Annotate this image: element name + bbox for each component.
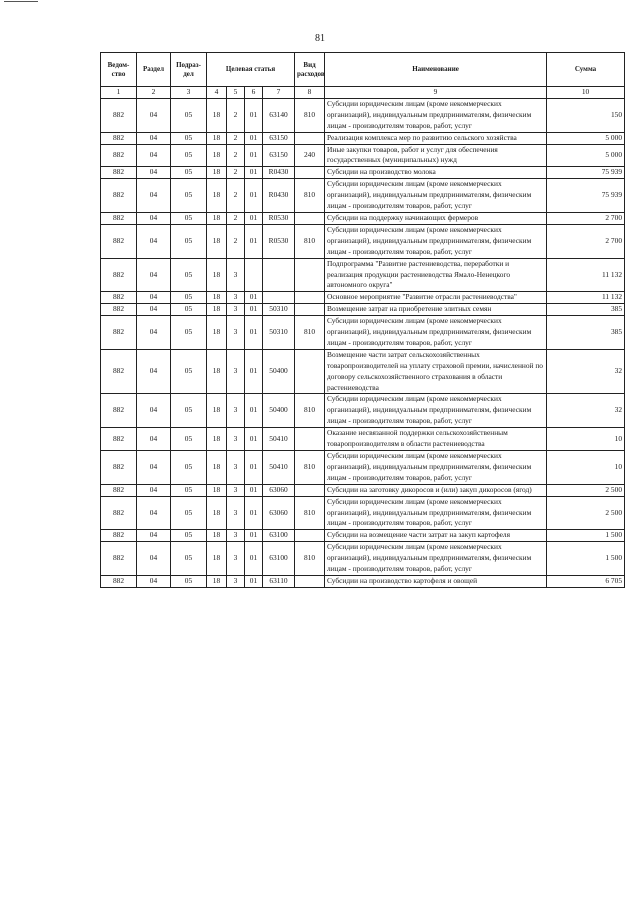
item-name-cell: Субсидии на производство молока [325, 167, 547, 179]
page-number: 81 [315, 33, 325, 44]
item-name-cell: Субсидии юридическим лицам (кроме некоммерческих организаций), индивидуальным предпринимателям, физическим лицам - производителям товаров, работ, услуг [325, 179, 547, 213]
item-name-cell: Возмещение части затрат сельскохозяйственных товаропроизводителей на уплату страховой премии, начисленной по договору сельскохозяйственного страхования в области растениеводства [325, 349, 547, 394]
vedomstvo-cell: 882 [101, 292, 137, 304]
razdel-cell: 04 [137, 98, 171, 132]
item-name-cell: Субсидии юридическим лицам (кроме некоммерческих организаций), индивидуальным предпринимателям, физическим лицам - производителям товаров, работ, услуг [325, 451, 547, 485]
expense-type-cell [295, 575, 325, 587]
event-code-cell: 01 [245, 179, 263, 213]
direction-code-cell: R0430 [263, 179, 295, 213]
vedomstvo-cell: 882 [101, 575, 137, 587]
vedomstvo-cell: 882 [101, 224, 137, 258]
table-row [101, 575, 625, 587]
table-row [101, 132, 625, 144]
item-name-cell: Оказание несвязанной поддержки сельскохозяйственным товаропроизводителям в области растениеводства [325, 428, 547, 451]
subprogram-code-cell: 3 [227, 484, 245, 496]
expense-type-cell [295, 304, 325, 316]
podrazdel-cell: 05 [171, 304, 207, 316]
expense-type-cell: 810 [295, 179, 325, 213]
event-code-cell: 01 [245, 394, 263, 428]
column-index: 4 [207, 87, 227, 99]
amount-cell: 2 500 [547, 484, 625, 496]
item-name-cell: Субсидии юридическим лицам (кроме некоммерческих организаций), индивидуальным предпринимателям, физическим лицам - производителям товаров, работ, услуг [325, 316, 547, 350]
amount-cell: 32 [547, 349, 625, 394]
razdel-cell: 04 [137, 132, 171, 144]
table-row [101, 304, 625, 316]
column-index: 1 [101, 87, 137, 99]
header-row [101, 53, 625, 87]
table-row [101, 316, 625, 350]
item-name-cell: Возмещение затрат на приобретение элитных семян [325, 304, 547, 316]
column-index: 8 [295, 87, 325, 99]
subprogram-code-cell: 3 [227, 316, 245, 350]
event-code-cell: 01 [245, 575, 263, 587]
subprogram-code-cell: 3 [227, 496, 245, 530]
razdel-cell: 04 [137, 179, 171, 213]
razdel-cell: 04 [137, 484, 171, 496]
table-row [101, 428, 625, 451]
column-index: 2 [137, 87, 171, 99]
table-row [101, 179, 625, 213]
subprogram-code-cell: 2 [227, 144, 245, 167]
amount-cell: 385 [547, 304, 625, 316]
podrazdel-cell: 05 [171, 179, 207, 213]
event-code-cell: 01 [245, 428, 263, 451]
program-code-cell: 18 [207, 530, 227, 542]
podrazdel-cell: 05 [171, 428, 207, 451]
subprogram-code-cell: 3 [227, 575, 245, 587]
vedomstvo-cell: 882 [101, 258, 137, 292]
direction-code-cell: 63150 [263, 144, 295, 167]
program-code-cell: 18 [207, 179, 227, 213]
expense-type-cell: 810 [295, 394, 325, 428]
program-code-cell: 18 [207, 496, 227, 530]
podrazdel-cell: 05 [171, 212, 207, 224]
header-razdel: Раздел [137, 53, 171, 87]
expense-type-cell [295, 258, 325, 292]
podrazdel-cell: 05 [171, 394, 207, 428]
program-code-cell: 18 [207, 132, 227, 144]
direction-code-cell: R0530 [263, 224, 295, 258]
table-row [101, 144, 625, 167]
podrazdel-cell: 05 [171, 575, 207, 587]
razdel-cell: 04 [137, 394, 171, 428]
expense-type-cell: 810 [295, 542, 325, 576]
subprogram-code-cell: 3 [227, 428, 245, 451]
razdel-cell: 04 [137, 542, 171, 576]
razdel-cell: 04 [137, 575, 171, 587]
direction-code-cell: 63060 [263, 496, 295, 530]
table-row [101, 167, 625, 179]
program-code-cell: 18 [207, 258, 227, 292]
razdel-cell: 04 [137, 292, 171, 304]
expense-type-cell: 810 [295, 496, 325, 530]
column-index: 6 [245, 87, 263, 99]
event-code-cell: 01 [245, 224, 263, 258]
direction-code-cell: 50400 [263, 349, 295, 394]
program-code-cell: 18 [207, 349, 227, 394]
direction-code-cell: 50310 [263, 304, 295, 316]
direction-code-cell: 63060 [263, 484, 295, 496]
amount-cell: 2 700 [547, 212, 625, 224]
razdel-cell: 04 [137, 258, 171, 292]
vedomstvo-cell: 882 [101, 316, 137, 350]
vedomstvo-cell: 882 [101, 484, 137, 496]
item-name-cell: Субсидии на возмещение части затрат на закуп картофеля [325, 530, 547, 542]
expense-type-cell [295, 530, 325, 542]
expense-type-cell [295, 132, 325, 144]
event-code-cell: 01 [245, 496, 263, 530]
program-code-cell: 18 [207, 394, 227, 428]
expense-type-cell [295, 212, 325, 224]
amount-cell: 385 [547, 316, 625, 350]
program-code-cell: 18 [207, 542, 227, 576]
vedomstvo-cell: 882 [101, 179, 137, 213]
header-vedomstvo: Ведом-ство [101, 53, 137, 87]
vedomstvo-cell: 882 [101, 451, 137, 485]
expense-type-cell [295, 349, 325, 394]
direction-code-cell: R0530 [263, 212, 295, 224]
event-code-cell: 01 [245, 292, 263, 304]
header-naimenovanie: Наименование [325, 53, 547, 87]
event-code-cell: 01 [245, 542, 263, 576]
podrazdel-cell: 05 [171, 167, 207, 179]
expense-type-cell: 810 [295, 451, 325, 485]
vedomstvo-cell: 882 [101, 304, 137, 316]
direction-code-cell: 50400 [263, 394, 295, 428]
subprogram-code-cell: 2 [227, 179, 245, 213]
event-code-cell: 01 [245, 132, 263, 144]
vedomstvo-cell: 882 [101, 349, 137, 394]
expense-type-cell: 810 [295, 98, 325, 132]
podrazdel-cell: 05 [171, 98, 207, 132]
program-code-cell: 18 [207, 167, 227, 179]
amount-cell: 1 500 [547, 530, 625, 542]
program-code-cell: 18 [207, 224, 227, 258]
amount-cell: 1 500 [547, 542, 625, 576]
razdel-cell: 04 [137, 349, 171, 394]
table-row [101, 258, 625, 292]
subprogram-code-cell: 3 [227, 292, 245, 304]
amount-cell: 2 700 [547, 224, 625, 258]
subprogram-code-cell: 3 [227, 258, 245, 292]
event-code-cell: 01 [245, 98, 263, 132]
table-row [101, 349, 625, 394]
program-code-cell: 18 [207, 316, 227, 350]
subprogram-code-cell: 2 [227, 98, 245, 132]
direction-code-cell: 50310 [263, 316, 295, 350]
direction-code-cell: R0430 [263, 167, 295, 179]
program-code-cell: 18 [207, 428, 227, 451]
event-code-cell: 01 [245, 451, 263, 485]
amount-cell: 11 132 [547, 258, 625, 292]
expense-type-cell: 810 [295, 224, 325, 258]
amount-cell: 150 [547, 98, 625, 132]
item-name-cell: Субсидии на заготовку дикоросов и (или) закуп дикоросов (ягод) [325, 484, 547, 496]
razdel-cell: 04 [137, 496, 171, 530]
subprogram-code-cell: 3 [227, 394, 245, 428]
expense-type-cell [295, 292, 325, 304]
program-code-cell: 18 [207, 451, 227, 485]
razdel-cell: 04 [137, 212, 171, 224]
item-name-cell: Субсидии юридическим лицам (кроме некоммерческих организаций), индивидуальным предпринимателям, физическим лицам - производителям товаров, работ, услуг [325, 394, 547, 428]
expense-type-cell: 810 [295, 316, 325, 350]
amount-cell: 2 500 [547, 496, 625, 530]
table-row [101, 292, 625, 304]
subprogram-code-cell: 2 [227, 224, 245, 258]
amount-cell: 11 132 [547, 292, 625, 304]
podrazdel-cell: 05 [171, 451, 207, 485]
vedomstvo-cell: 882 [101, 496, 137, 530]
event-code-cell: 01 [245, 144, 263, 167]
item-name-cell: Субсидии юридическим лицам (кроме некоммерческих организаций), индивидуальным предпринимателям, физическим лицам - производителям товаров, работ, услуг [325, 224, 547, 258]
subprogram-code-cell: 3 [227, 304, 245, 316]
subprogram-code-cell: 3 [227, 451, 245, 485]
direction-code-cell: 50410 [263, 451, 295, 485]
vedomstvo-cell: 882 [101, 542, 137, 576]
table-row [101, 394, 625, 428]
vedomstvo-cell: 882 [101, 428, 137, 451]
razdel-cell: 04 [137, 304, 171, 316]
program-code-cell: 18 [207, 292, 227, 304]
event-code-cell: 01 [245, 304, 263, 316]
podrazdel-cell: 05 [171, 316, 207, 350]
vedomstvo-cell: 882 [101, 98, 137, 132]
podrazdel-cell: 05 [171, 132, 207, 144]
event-code-cell: 01 [245, 316, 263, 350]
amount-cell: 6 705 [547, 575, 625, 587]
table-row [101, 212, 625, 224]
column-index: 5 [227, 87, 245, 99]
program-code-cell: 18 [207, 144, 227, 167]
subprogram-code-cell: 3 [227, 530, 245, 542]
event-code-cell: 01 [245, 484, 263, 496]
podrazdel-cell: 05 [171, 496, 207, 530]
vedomstvo-cell: 882 [101, 212, 137, 224]
podrazdel-cell: 05 [171, 224, 207, 258]
item-name-cell: Субсидии на производство картофеля и овощей [325, 575, 547, 587]
item-name-cell: Субсидии юридическим лицам (кроме некоммерческих организаций), индивидуальным предпринимателям, физическим лицам - производителям товаров, работ, услуг [325, 542, 547, 576]
table-row [101, 484, 625, 496]
table-body [101, 98, 625, 587]
item-name-cell: Субсидии юридическим лицам (кроме некоммерческих организаций), индивидуальным предпринимателям, физическим лицам - производителям товаров, работ, услуг [325, 496, 547, 530]
podrazdel-cell: 05 [171, 292, 207, 304]
direction-code-cell: 63140 [263, 98, 295, 132]
item-name-cell: Реализация комплекса мер по развитию сельского хозяйства [325, 132, 547, 144]
table-row [101, 542, 625, 576]
corner-scan-mark [4, 1, 38, 2]
amount-cell: 32 [547, 394, 625, 428]
program-code-cell: 18 [207, 98, 227, 132]
vedomstvo-cell: 882 [101, 144, 137, 167]
direction-code-cell [263, 258, 295, 292]
item-name-cell: Субсидии на поддержку начинающих фермеров [325, 212, 547, 224]
column-index-row [101, 87, 625, 99]
table-row [101, 98, 625, 132]
podrazdel-cell: 05 [171, 349, 207, 394]
direction-code-cell: 63110 [263, 575, 295, 587]
item-name-cell: Основное мероприятие "Развитие отрасли растениеводства" [325, 292, 547, 304]
subprogram-code-cell: 2 [227, 167, 245, 179]
podrazdel-cell: 05 [171, 258, 207, 292]
program-code-cell: 18 [207, 575, 227, 587]
direction-code-cell: 63100 [263, 542, 295, 576]
subprogram-code-cell: 3 [227, 542, 245, 576]
column-index: 10 [547, 87, 625, 99]
vedomstvo-cell: 882 [101, 132, 137, 144]
razdel-cell: 04 [137, 451, 171, 485]
table-row [101, 224, 625, 258]
program-code-cell: 18 [207, 304, 227, 316]
item-name-cell: Субсидии юридическим лицам (кроме некоммерческих организаций), индивидуальным предпринимателям, физическим лицам - производителям товаров, работ, услуг [325, 98, 547, 132]
vedomstvo-cell: 882 [101, 394, 137, 428]
razdel-cell: 04 [137, 167, 171, 179]
column-index: 7 [263, 87, 295, 99]
event-code-cell: 01 [245, 212, 263, 224]
event-code-cell [245, 258, 263, 292]
amount-cell: 10 [547, 428, 625, 451]
podrazdel-cell: 05 [171, 144, 207, 167]
table-row [101, 530, 625, 542]
program-code-cell: 18 [207, 484, 227, 496]
razdel-cell: 04 [137, 316, 171, 350]
amount-cell: 5 000 [547, 144, 625, 167]
expense-type-cell: 240 [295, 144, 325, 167]
podrazdel-cell: 05 [171, 530, 207, 542]
vedomstvo-cell: 882 [101, 530, 137, 542]
subprogram-code-cell: 2 [227, 132, 245, 144]
subprogram-code-cell: 2 [227, 212, 245, 224]
table-row [101, 451, 625, 485]
subprogram-code-cell: 3 [227, 349, 245, 394]
expense-type-cell [295, 484, 325, 496]
direction-code-cell: 50410 [263, 428, 295, 451]
column-index: 3 [171, 87, 207, 99]
event-code-cell: 01 [245, 167, 263, 179]
table-row [101, 496, 625, 530]
razdel-cell: 04 [137, 428, 171, 451]
program-code-cell: 18 [207, 212, 227, 224]
razdel-cell: 04 [137, 144, 171, 167]
header-podrazdel: Подраз-дел [171, 53, 207, 87]
vedomstvo-cell: 882 [101, 167, 137, 179]
expense-type-cell [295, 428, 325, 451]
amount-cell: 5 000 [547, 132, 625, 144]
column-index: 9 [325, 87, 547, 99]
direction-code-cell: 63150 [263, 132, 295, 144]
event-code-cell: 01 [245, 349, 263, 394]
direction-code-cell: 63100 [263, 530, 295, 542]
header-celevaya-statya: Целевая статья [207, 53, 295, 87]
expense-type-cell [295, 167, 325, 179]
item-name-cell: Подпрограмма "Развитие растениеводства, переработки и реализация продукции растениеводства Ямало-Ненецкого автономного округа" [325, 258, 547, 292]
header-summa: Сумма [547, 53, 625, 87]
budget-table [100, 52, 625, 588]
podrazdel-cell: 05 [171, 484, 207, 496]
amount-cell: 10 [547, 451, 625, 485]
razdel-cell: 04 [137, 530, 171, 542]
item-name-cell: Иные закупки товаров, работ и услуг для обеспечения государственных (муниципальных) нужд [325, 144, 547, 167]
razdel-cell: 04 [137, 224, 171, 258]
event-code-cell: 01 [245, 530, 263, 542]
header-vid-rashodov: Вид расходов [295, 53, 325, 87]
amount-cell: 75 939 [547, 179, 625, 213]
podrazdel-cell: 05 [171, 542, 207, 576]
direction-code-cell [263, 292, 295, 304]
amount-cell: 75 939 [547, 167, 625, 179]
